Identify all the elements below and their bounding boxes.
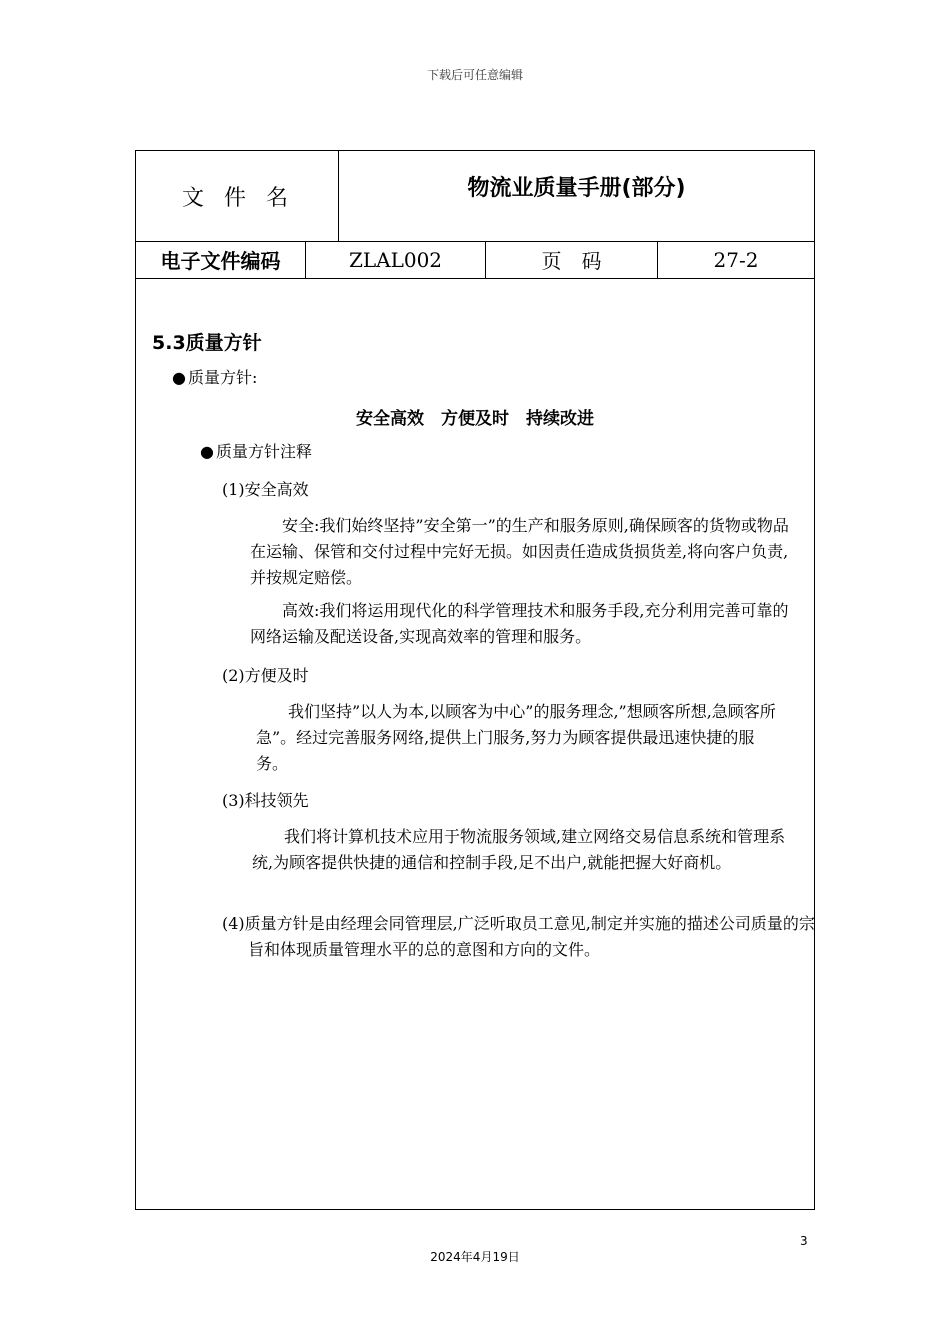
page-number: 3	[800, 1234, 808, 1248]
item-1-paragraph-1: 安全:我们始终坚持”安全第一”的生产和服务原则,确保顾客的货物或物品在运输、保管和交付过程中完好无损。如因责任造成货损货差,将向客户负责,并按规定赔偿。	[250, 516, 789, 587]
item-3-paragraph: 我们将计算机技术应用于物流服务领域,建立网络交易信息系统和管理系统,为顾客提供快捷的通信和控制手段,足不出户,就能把握大好商机。	[252, 827, 786, 872]
item-4-paragraph: (4)质量方针是由经理会同管理层,广泛听取员工意见,制定并实施的描述公司质量的宗旨和体现质量管理水平的总的意图和方向的文件。	[222, 914, 815, 959]
item-2-paragraph: 我们坚持”以人为本,以顾客为中心”的服务理念,”想顾客所想,急顾客所急”。经过完善服务网络,提供上门服务,努力为顾客提供最迅速快捷的服务。	[256, 702, 776, 773]
page-label: 页 码	[486, 241, 658, 278]
item-2-heading: (2)方便及时	[222, 666, 309, 685]
item-1-paragraph-2: 高效:我们将运用现代化的科学管理技术和服务手段,充分利用完善可靠的网络运输及配送设备,实现高效率的管理和服务。	[250, 601, 789, 646]
policy-slogan: 安全高效 方便及时 持续改进	[356, 409, 594, 429]
page-value: 27-2	[713, 247, 759, 272]
title-row	[136, 151, 814, 242]
doc-code-label: 电子文件编码	[136, 241, 306, 278]
notes-label: ● 质量方针注释	[200, 439, 312, 465]
document-frame	[135, 150, 815, 1210]
item-3-heading: (3)科技领先	[222, 791, 309, 810]
policy-label: ● 质量方针:	[172, 365, 257, 391]
item-1-heading: (1)安全高效	[222, 480, 309, 499]
code-row	[136, 241, 814, 279]
file-name-label: 文件名	[136, 151, 339, 241]
document-title: 物流业质量手册(部分)	[467, 175, 686, 201]
section-title: 5.3质量方针	[152, 332, 262, 354]
header-note: 下载后可任意编辑	[426, 68, 523, 82]
doc-code-value: ZLAL002	[306, 241, 486, 278]
footer-date: 2024年4月19日	[430, 1250, 520, 1264]
